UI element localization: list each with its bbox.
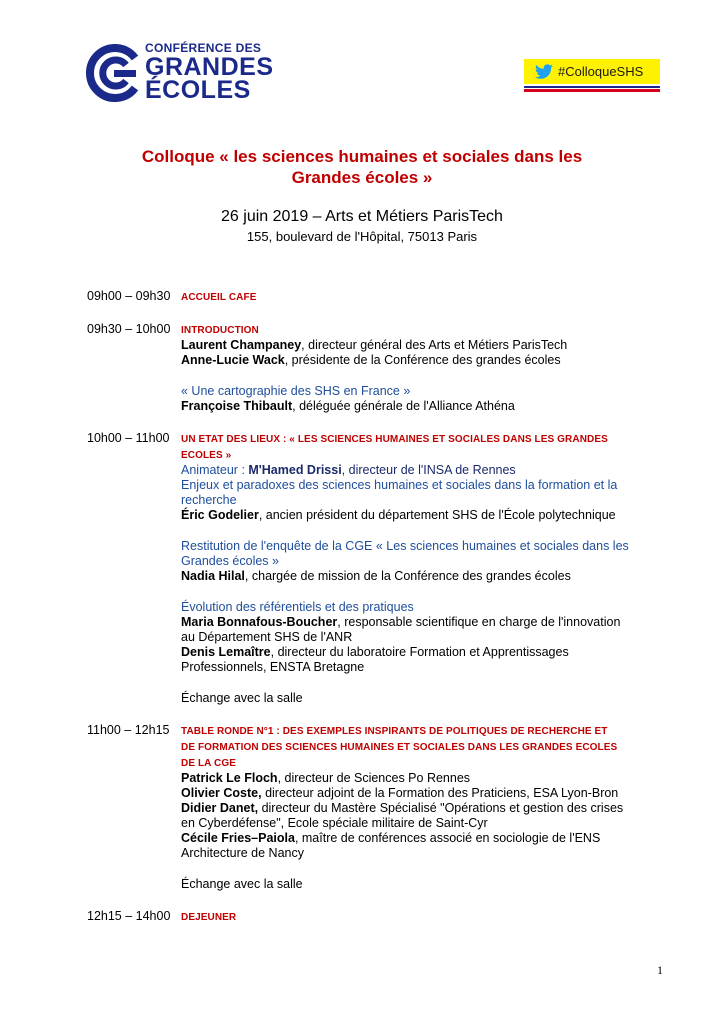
speaker-line (181, 569, 662, 584)
program-item-etat-des-lieux (87, 431, 662, 706)
talk-title-cont: recherche (181, 493, 237, 507)
program-time: 09h00 – 09h30 (87, 289, 171, 303)
program (87, 289, 662, 925)
talk-title: Évolution des référentiels et des pratiques (181, 600, 414, 614)
speaker-role: , directeur de Sciences Po Rennes (277, 771, 471, 785)
speaker-role: , maître de conférences associé en sociologie de l'ENS (294, 831, 601, 845)
program-time: 11h00 – 12h15 (87, 723, 170, 737)
speaker-role-cont: au Département SHS de l'ANR (181, 630, 353, 644)
speaker-role-cont: en Cyberdéfense", Ecole spéciale militaire de Saint-Cyr (181, 816, 488, 830)
cge-logo-mark-icon (85, 44, 143, 102)
program-time: 12h15 – 14h00 (87, 909, 171, 923)
speaker-role: , directeur du laboratoire Formation et Apprentissages (270, 645, 569, 659)
speaker-role-cont: Architecture de Nancy (181, 846, 304, 860)
animateur-label: Animateur : (181, 463, 249, 477)
logo-line-3: ÉCOLES (145, 76, 251, 104)
event-date-place: 26 juin 2019 – Arts et Métiers ParisTech (221, 208, 503, 225)
logo-line-1: CONFÉRENCE DES (145, 41, 262, 55)
talk-title: Restitution de l'enquête de la CGE « Les sciences humaines et sociales dans les (181, 539, 629, 553)
speaker-name: Anne-Lucie Wack (181, 353, 285, 367)
animateur-role: , directeur de l'INSA de Rennes (341, 463, 516, 477)
speaker-role: , présidente de la Conférence des grandes écoles (284, 353, 561, 367)
twitter-bird-icon (534, 64, 554, 80)
speaker-role: , directeur général des Arts et Métiers ParisTech (301, 338, 568, 352)
speaker-name: Didier Danet, (181, 801, 259, 815)
speaker-line (181, 615, 662, 630)
animateur-line (181, 463, 662, 478)
logo-line-2: GRANDES (145, 53, 274, 81)
speaker-line (181, 645, 662, 660)
hashtag-text: #ColloqueSHS (558, 64, 644, 79)
speaker-role: directeur adjoint de la Formation des Praticiens, ESA Lyon-Bron (261, 786, 619, 800)
section-title-cont: DE FORMATION DES SCIENCES HUMAINES ET SOCIALES DANS LES GRANDES ECOLES (181, 742, 618, 753)
speaker-role: , ancien président du département SHS de l'École polytechnique (258, 508, 616, 522)
program-time: 10h00 – 11h00 (87, 431, 170, 445)
speaker-line (181, 831, 662, 846)
program-time: 09h30 – 10h00 (87, 322, 171, 336)
section-title: UN ETAT DES LIEUX : « LES SCIENCES HUMAINES ET SOCIALES DANS LES GRANDES (181, 434, 608, 445)
speaker-line (181, 338, 662, 353)
speaker-role: , chargée de mission de la Conférence des grandes écoles (244, 569, 571, 583)
speaker-name: Patrick Le Floch (181, 771, 278, 785)
colloquium-title (100, 146, 624, 188)
cge-logo (85, 40, 285, 106)
speaker-name: Olivier Coste, (181, 786, 262, 800)
talk-title-cont: Grandes écoles » (181, 554, 279, 568)
logo-wordmark (145, 40, 274, 103)
speaker-name: Maria Bonnafous-Boucher (181, 615, 338, 629)
speaker-name: Laurent Champaney (181, 338, 302, 352)
page-number: 1 (657, 963, 663, 977)
talk-title: Enjeux et paradoxes des sciences humaines et sociales dans la formation et la (181, 478, 618, 492)
section-title: ACCUEIL CAFE (181, 292, 257, 303)
section-title: TABLE RONDE N°1 : DES EXEMPLES INSPIRANTS DE POLITIQUES DE RECHERCHE ET (181, 726, 608, 737)
program-item-accueil (87, 289, 662, 305)
talk-title: « Une cartographie des SHS en France » (181, 384, 411, 398)
title-line-1: Colloque « les sciences humaines et sociales dans les (141, 147, 583, 166)
speaker-line (181, 399, 662, 414)
speaker-role: directeur du Mastère Spécialisé "Opérations et gestion des crises (258, 801, 624, 815)
section-title-cont: DE LA CGE (181, 758, 236, 769)
speaker-role: , responsable scientifique en charge de l'innovation (337, 615, 621, 629)
exchange-line: Échange avec la salle (181, 691, 303, 705)
speaker-name: Françoise Thibault (181, 399, 293, 413)
program-item-dejeuner (87, 909, 662, 925)
speaker-role: , déléguée générale de l'Alliance Athéna (292, 399, 515, 413)
hashtag-underline-red (524, 89, 660, 92)
speaker-line (181, 786, 662, 801)
hashtag-underline-blue (524, 86, 660, 88)
speaker-line (181, 771, 662, 786)
speaker-name: Nadia Hilal (181, 569, 245, 583)
section-title: INTRODUCTION (181, 325, 259, 336)
speaker-role-cont: Professionnels, ENSTA Bretagne (181, 660, 365, 674)
program-item-introduction (87, 322, 662, 414)
event-address: 155, boulevard de l'Hôpital, 75013 Paris (246, 229, 478, 244)
speaker-name: Éric Godelier (181, 508, 259, 522)
exchange-line: Échange avec la salle (181, 877, 303, 891)
speaker-line (181, 508, 662, 523)
speaker-line (181, 801, 662, 816)
speaker-name: Denis Lemaître (181, 645, 271, 659)
speaker-line (181, 353, 662, 368)
section-title: DEJEUNER (181, 912, 237, 923)
program-item-table-ronde-1 (87, 723, 662, 892)
title-line-2: Grandes écoles » (291, 168, 433, 187)
section-title-cont: ECOLES » (181, 450, 232, 461)
speaker-name: Cécile Fries–Paiola (181, 831, 295, 845)
animateur-name: M'Hamed Drissi (248, 463, 342, 477)
hashtag-box (524, 59, 660, 84)
